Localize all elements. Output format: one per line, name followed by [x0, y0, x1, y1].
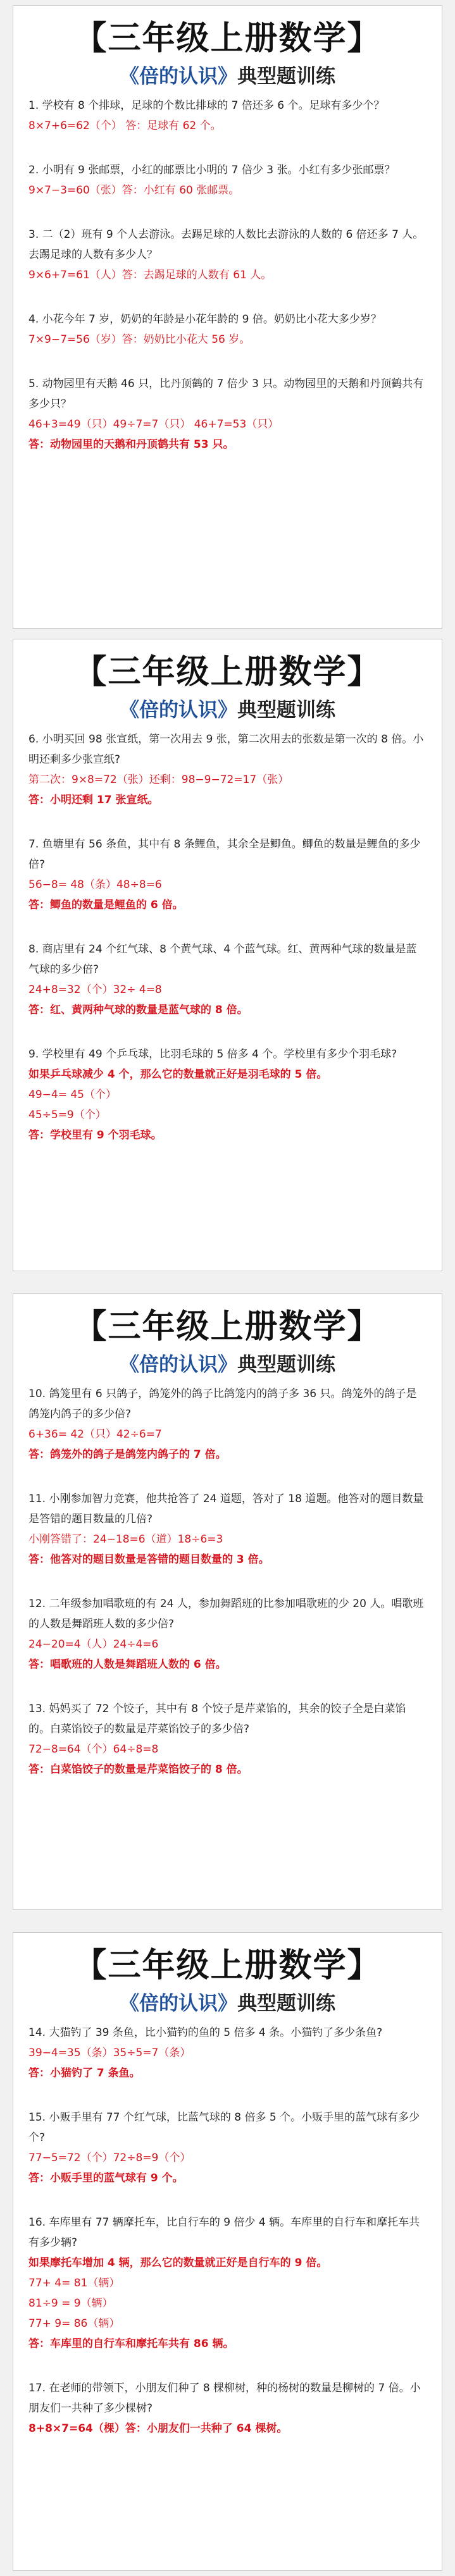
question-text: 5. 动物园里有天鹅 46 只，比丹顶鹤的 7 倍少 3 只。动物园里的天鹅和丹顶鹤共有多少只？	[28, 378, 424, 410]
question-item	[28, 374, 427, 455]
answer-line: 答：鸽笼外的鸽子是鸽笼内鸽子的 7 倍。	[28, 1448, 227, 1461]
worksheet-page-4	[13, 1932, 442, 2571]
question-text: 11. 小刚参加智力竞赛，他共抢答了 24 道题，答对了 18 道题。他答对的题目数量是答错的题目数量的几倍?	[28, 1493, 424, 1525]
question-list	[13, 2016, 442, 2445]
answer-line: 24+8=32（个）32÷ 4=8	[28, 983, 162, 996]
subtitle-tail: 典型题训练	[237, 699, 335, 722]
question-item	[28, 2023, 427, 2083]
answer-line: 答：小贩手里的蓝气球有 9 个。	[28, 2172, 184, 2185]
answer-line: 81÷9 = 9（辆）	[28, 2297, 113, 2310]
question-item	[28, 160, 427, 200]
answer-line: 如果乒乓球减少 4 个，那么它的数量就正好是羽毛球的 5 倍。	[28, 1068, 328, 1081]
question-item	[28, 2212, 427, 2354]
question-item	[28, 1489, 427, 1570]
question-item	[28, 225, 427, 285]
question-text: 10. 鸽笼里有 6 只鸽子，鸽笼外的鸽子比鸽笼内的鸽子多 36 只。鸽笼外的鸽子是鸽笼内鸽子的多少倍?	[28, 1388, 417, 1420]
answer-line: 6+36= 42（只）42÷6=7	[28, 1428, 162, 1441]
question-text: 16. 车库里有 77 辆摩托车，比自行车的 9 倍少 4 辆。车库里的自行车和摩托车共有多少辆?	[28, 2216, 420, 2249]
answer-line: 46+3=49（只）49÷7=7（只） 46+7=53（只）	[28, 418, 279, 431]
page-header	[13, 1933, 442, 2016]
question-item	[28, 1044, 427, 1145]
question-text: 17. 在老师的带领下，小朋友们种了 8 棵柳树，种的杨树的数量是柳树的 7 倍。小朋友们一共种了多少棵树?	[28, 2382, 421, 2415]
page-header	[13, 6, 442, 89]
question-text: 9. 学校里有 49 个乒乓球，比羽毛球的 5 倍多 4 个。学校里有多少个羽毛球?	[28, 1048, 397, 1061]
question-list	[13, 1377, 442, 1786]
page-header	[13, 1294, 442, 1377]
answer-line: 答：白菜馅饺子的数量是芹菜馅饺子的 8 倍。	[28, 1763, 248, 1776]
answer-line: 小刚答错了：24−18=6（道）18÷6=3	[28, 1533, 223, 1546]
page-title: 【三年级上册数学】	[73, 1307, 382, 1346]
answer-line: 45÷5=9（个）	[28, 1109, 106, 1121]
answer-line: 答：唱歌班的人数是舞蹈班人数的 6 倍。	[28, 1658, 227, 1671]
answer-line: 72−8=64（个）64÷8=8	[28, 1743, 159, 1756]
question-text: 4. 小花今年 7 岁，奶奶的年龄是小花年龄的 9 倍。奶奶比小花大多少岁？	[28, 313, 382, 326]
answer-line: 答：动物园里的天鹅和丹顶鹤共有 53 只。	[28, 438, 234, 451]
subtitle-tail: 典型题训练	[237, 1992, 335, 2015]
answer-line: 49−4= 45（个）	[28, 1088, 116, 1101]
subtitle-topic: 《倍的认识》	[120, 1353, 237, 1376]
page-title: 【三年级上册数学】	[73, 653, 382, 691]
page-subtitle	[13, 1991, 442, 2016]
worksheet-page-1	[13, 5, 442, 629]
question-text: 15. 小贩手里有 77 个红气球，比蓝气球的 8 倍多 5 个。小贩手里的蓝气球有多少个?	[28, 2111, 420, 2144]
question-text: 8. 商店里有 24 个红气球、8 个黄气球、4 个蓝气球。红、黄两种气球的数量是蓝气球的多少倍?	[28, 943, 417, 976]
question-item	[28, 2378, 427, 2439]
question-text: 13. 妈妈买了 72 个饺子，其中有 8 个饺子是芹菜馅的，其余的饺子全是白菜馅的。白菜馅饺子的数量是芹菜馅饺子的多少倍?	[28, 1703, 406, 1735]
question-text: 3. 二（2）班有 9 个人去游泳。去踢足球的人数比去游泳的人数的 6 倍还多 7 人。去踢足球的人数有多少人？	[28, 228, 424, 261]
answer-line: 39−4=35（条）35÷5=7（条）	[28, 2047, 191, 2059]
answer-line: 7×9−7=56（岁）答：奶奶比小花大 56 岁。	[28, 333, 251, 346]
answer-line: 答：车库里的自行车和摩托车共有 86 辆。	[28, 2338, 234, 2350]
question-item	[28, 2107, 427, 2188]
answer-line: 9×6+7=61（人）答：去踢足球的人数有 61 人。	[28, 269, 272, 281]
answer-line: 8×7+6=62（个） 答：足球有 62 个。	[28, 120, 221, 132]
subtitle-tail: 典型题训练	[237, 65, 335, 88]
page-title: 【三年级上册数学】	[73, 1946, 382, 1985]
answer-line: 答：红、黄两种气球的数量是蓝气球的 8 倍。	[28, 1004, 248, 1016]
question-item	[28, 1384, 427, 1465]
answer-line: 9×7−3=60（张）答：小红有 60 张邮票。	[28, 184, 240, 197]
answer-line: 答：学校里有 9 个羽毛球。	[28, 1129, 162, 1142]
question-text: 14. 大猫钓了 39 条鱼，比小猫钓的鱼的 5 倍多 4 条。小猫钓了多少条鱼?	[28, 2026, 383, 2039]
question-text: 1. 学校有 8 个排球，足球的个数比排球的 7 倍还多 6 个。足球有多少个？	[28, 99, 385, 112]
answer-line: 答：鲫鱼的数量是鲤鱼的 6 倍。	[28, 899, 184, 911]
answer-line: 答：他答对的题目数量是答错的题目数量的 3 倍。	[28, 1553, 270, 1566]
subtitle-topic: 《倍的认识》	[120, 699, 237, 722]
question-text: 6. 小明买回 98 张宣纸，第一次用去 9 张，第二次用去的张数是第一次的 8 倍。小明还剩多少张宣纸?	[28, 733, 424, 766]
question-item	[28, 939, 427, 1020]
question-item	[28, 834, 427, 915]
worksheet-page-2	[13, 639, 442, 1271]
answer-line: 24−20=4（人）24÷4=6	[28, 1638, 159, 1651]
page-subtitle	[13, 64, 442, 89]
page-subtitle	[13, 1352, 442, 1377]
question-text: 2. 小明有 9 张邮票，小红的邮票比小明的 7 倍少 3 张。小红有多少张邮票？	[28, 164, 396, 176]
answer-line: 77−5=72（个）72÷8=9（个）	[28, 2152, 191, 2164]
answer-line: 77+ 9= 86（辆）	[28, 2317, 120, 2330]
answer-line: 答：小明还剩 17 张宣纸。	[28, 794, 159, 806]
question-text: 7. 鱼塘里有 56 条鱼，其中有 8 条鲤鱼，其余全是鲫鱼。鲫鱼的数量是鲤鱼的多少倍?	[28, 838, 421, 871]
page-subtitle	[13, 698, 442, 723]
question-list	[13, 89, 442, 461]
question-list	[13, 723, 442, 1152]
worksheet-page-3	[13, 1293, 442, 1910]
question-item	[28, 729, 427, 810]
answer-line: 8+8×7=64（棵）答：小朋友们一共种了 64 棵树。	[28, 2422, 288, 2435]
answer-line: 56−8= 48（条）48÷8=6	[28, 878, 162, 891]
question-item	[28, 1594, 427, 1675]
page-title: 【三年级上册数学】	[73, 19, 382, 58]
answer-line: 如果摩托车增加 4 辆，那么它的数量就正好是自行车的 9 倍。	[28, 2257, 328, 2269]
answer-line: 答：小猫钓了 7 条鱼。	[28, 2067, 140, 2080]
question-text: 12. 二年级参加唱歌班的有 24 人，参加舞蹈班的比参加唱歌班的少 20 人。唱歌班的人数是舞蹈班人数的多少倍?	[28, 1598, 424, 1630]
subtitle-tail: 典型题训练	[237, 1353, 335, 1376]
subtitle-topic: 《倍的认识》	[120, 65, 237, 88]
answer-line: 第二次：9×8=72（张）还剩：98−9−72=17（张）	[28, 773, 289, 786]
question-item	[28, 309, 427, 350]
question-item	[28, 1699, 427, 1780]
page-header	[13, 639, 442, 723]
answer-line: 77+ 4= 81（辆）	[28, 2277, 120, 2289]
question-item	[28, 96, 427, 136]
subtitle-topic: 《倍的认识》	[120, 1992, 237, 2015]
